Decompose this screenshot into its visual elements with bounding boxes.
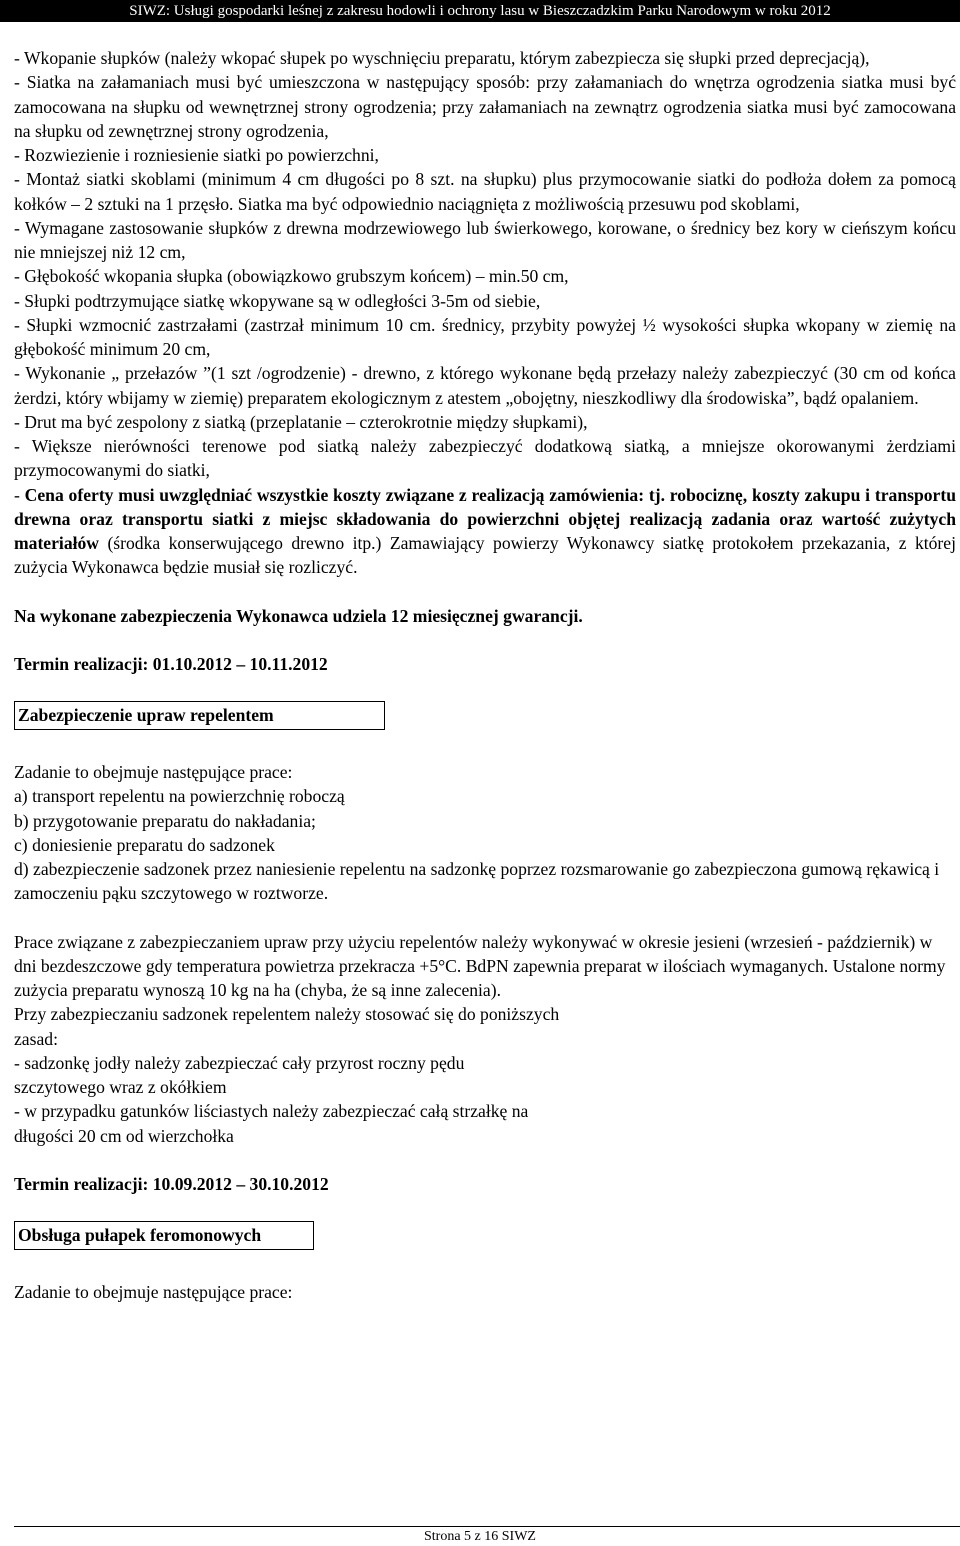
paragraph: - Słupki wzmocnić zastrzałami (zastrzał minimum 10 cm. średnicy, przybity powyżej ½ wysokości słupka wkopany w ziemię na głębokość minimum 20 cm, <box>14 314 956 359</box>
paragraph: - Rozwiezienie i rozniesienie siatki po powierzchni, <box>14 145 379 165</box>
paragraph: - Wykonanie „ przełazów ”(1 szt /ogrodzenie) - drewno, z którego wykonane będą przełazy należy zabezpieczyć (30 cm od końca żerdzi, który wbijamy w ziemię) preparatem ekologicznym z atestem „obojętny, nieszkodliwy dla środowiska”, bądź opalaniem. <box>14 363 956 408</box>
section-intro: Zadanie to obejmuje następujące prace: <box>14 762 293 782</box>
footer-divider <box>14 1526 960 1527</box>
term-realization-2: Termin realizacji: 10.09.2012 – 30.10.2012 <box>14 1173 329 1194</box>
paragraph: - Wymagane zastosowanie słupków z drewna modrzewiowego lub świerkowego, korowane, o średnicy bez kory w cieńszym końcu nie mniejszej niż 12 cm, <box>14 217 956 262</box>
rules-line: szczytowego wraz z okółkiem <box>14 1077 227 1097</box>
task-item: d) zabezpieczenie sadzonek przez naniesienie repelentu na sadzonkę poprzez rozsmarowanie go zabezpieczona gumową rękawicą i zamoczeniu pąku szczytowego w roztworze. <box>14 859 940 904</box>
task-item: a) transport repelentu na powierzchnię roboczą <box>14 786 345 807</box>
paragraph: - Większe nierówności terenowe pod siatką należy zabezpieczyć dodatkową siatką, a mniejsze okorowanymi żerdziami przymocowanymi do siatki, <box>14 436 956 481</box>
paragraph: - Drut ma być zespolony z siatką (przeplatanie – czterokrotnie między słupkami), <box>14 411 588 432</box>
page-number: Strona 5 z 16 SIWZ <box>424 1529 536 1544</box>
section-heading-repellent: Zabezpieczenie upraw repelentem <box>14 701 385 730</box>
cost-paragraph <box>14 483 956 580</box>
task-item: b) przygotowanie preparatu do nakładania; <box>14 810 316 831</box>
task-item: c) doniesienie preparatu do sadzonek <box>14 834 275 855</box>
repellent-paragraph: Prace związane z zabezpieczaniem upraw przy użyciu repelentów należy wykonywać w okresie jesieni (wrzesień - październik) w dni bezdeszczowe gdy temperatura powietrza przekracza +5°C. BdPN zapewnia preparat w ilościach wymaganych. Ustalone normy zużycia preparatu wynoszą 10 kg na ha (chyba, że są inne zalecenia). <box>14 931 946 1000</box>
rules-line: Przy zabezpieczaniu sadzonek repelentem należy stosować się do poniższych <box>14 1004 560 1025</box>
rules-line: zasad: <box>14 1028 58 1049</box>
rules-line: długości 20 cm od wierzchołka <box>14 1125 234 1146</box>
paragraph: - Głębokość wkopania słupka (obowiązkowo grubszym końcem) – min.50 cm, <box>14 266 569 287</box>
paragraph: - Siatka na załamaniach musi być umieszczona w następujący sposób: przy załamaniach do wnętrza ogrodzenia siatka musi być zamocowana na słupku od wewnętrznej strony ogrodzenia; przy załamaniach na zewnątrz ogrodzenia siatka musi być zamocowana na słupku od zewnętrznej strony ogrodzenia, <box>14 72 956 141</box>
section-heading-pheromone-traps: Obsługa pułapek feromonowych <box>14 1221 314 1250</box>
document-body <box>14 46 956 1304</box>
guarantee-statement: Na wykonane zabezpieczenia Wykonawca udziela 12 miesięcznej gwarancji. <box>14 605 583 626</box>
paragraph: - Montaż siatki skoblami (minimum 4 cm długości po 8 szt. na słupku) plus przymocowanie siatki do podłoża dołem za pomocą kołków – 2 sztuki na 1 przęsło. Siatka ma być odpowiednio naciągnięta z możliwością przesuwu pod skoblami, <box>14 169 956 214</box>
cost-bold-text: Cena oferty musi uwzględniać wszystkie koszty związane z realizacją zamówienia: tj. robociznę, koszty zakupu i transportu drewna oraz transportu siatki z miejsc składowania do powierzchni objętej realizacją zadania oraz wartość zużytych materiałów <box>14 484 956 553</box>
rules-line: - w przypadku gatunków liściastych należy zabezpieczać całą strzałkę na <box>14 1101 529 1122</box>
document-header: SIWZ: Usługi gospodarki leśnej z zakresu hodowli i ochrony lasu w Bieszczadzkim Parku Narodowym w roku 2012 <box>0 0 960 22</box>
paragraph: - Wkopanie słupków (należy wkopać słupek po wyschnięciu preparatu, którym zabezpiecza się słupki przed deprecjacją), <box>14 48 870 68</box>
section-intro: Zadanie to obejmuje następujące prace: <box>14 1282 293 1302</box>
term-realization-1: Termin realizacji: 01.10.2012 – 10.11.2012 <box>14 653 328 674</box>
cost-prefix: - <box>14 484 25 505</box>
rules-line: - sadzonkę jodły należy zabezpieczać cały przyrost roczny pędu <box>14 1052 465 1073</box>
cost-rest-text: (środka konserwującego drewno itp.) Zamawiający powierzy Wykonawcy siatkę protokołem przekazania, z której zużycia Wykonawca będzie musiał się rozliczyć. <box>14 533 956 578</box>
paragraph: - Słupki podtrzymujące siatkę wkopywane są w odległości 3-5m od siebie, <box>14 290 541 311</box>
